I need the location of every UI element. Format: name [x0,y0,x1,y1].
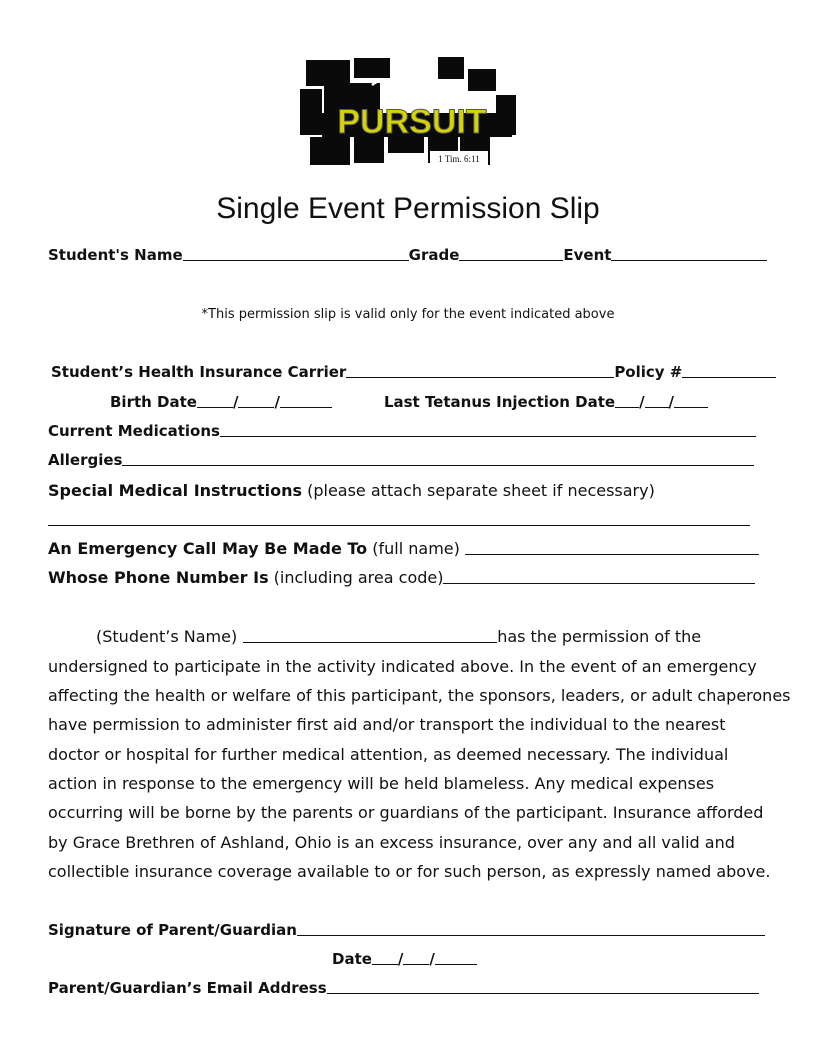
date-separator: / [668,393,675,411]
date-separator: / [232,393,239,411]
birth-date-label: Birth Date [110,393,197,411]
paragraph-line: occurring will be borne by the parents or guardians of the participant. Insurance afforded [48,803,764,822]
event-label: Event [563,246,612,264]
student-name-lead: (Student’s Name) [96,627,238,646]
tetanus-month-field[interactable] [615,407,639,408]
tetanus-day-field[interactable] [645,407,669,408]
paragraph-line: action in response to the emergency will be held blameless. Any medical expenses [48,774,715,793]
phone-field[interactable] [443,583,755,584]
email-row [48,979,759,997]
paragraph-line: affecting the health or welfare of this participant, the sponsors, leaders, or adult chaperones [48,686,791,705]
phone-label: Whose Phone Number Is [48,568,269,587]
special-instructions-label: Special Medical Instructions [48,481,303,500]
emergency-name-field[interactable] [465,554,759,555]
date-year-field[interactable] [435,964,477,965]
student-name-field[interactable] [183,260,409,261]
paragraph-lead-tail: has the permission of the [497,627,702,646]
date-day-field[interactable] [403,964,429,965]
event-field[interactable] [611,260,767,261]
logo-word: PURSUIT [337,103,487,141]
grade-field[interactable] [459,260,563,261]
birth-year-field[interactable] [280,407,332,408]
paragraph-line: have permission to administer first aid and/or transport the individual to the nearest [48,715,726,734]
email-field[interactable] [327,993,759,994]
page-title: Single Event Permission Slip [216,192,600,225]
signature-field[interactable] [297,935,765,936]
policy-label: Policy # [614,363,683,381]
date-label: Date [332,950,372,968]
tetanus-label: Last Tetanus Injection Date [383,393,616,411]
paragraph-line: undersigned to participate in the activity indicated above. In the event of an emergency [48,657,757,676]
insurance-carrier-field[interactable] [346,377,614,378]
paragraph-line: collectible insurance coverage available to or for such person, as expressly named above. [48,862,771,881]
email-label: Parent/Guardian’s Email Address [48,979,327,997]
grade-label: Grade [408,246,460,264]
paragraph-student-name-field[interactable] [243,642,497,643]
paragraph-line: by Grace Brethren of Ashland, Ohio is an excess insurance, over any and all valid and [48,833,735,852]
signature-label: Signature of Parent/Guardian [48,921,297,939]
insurance-carrier-label: Student’s Health Insurance Carrier [51,363,347,381]
date-separator: / [397,950,404,968]
date-separator: / [429,950,435,968]
birth-month-field[interactable] [197,407,233,408]
student-info-row [48,246,767,264]
validity-note: *This permission slip is valid only for the event indicated above [201,307,615,322]
medications-row [48,422,756,440]
date-separator: / [274,393,280,411]
pursuit-logo [300,55,520,170]
emergency-note: (full name) [367,539,465,558]
special-instructions-note: (please attach separate sheet if necessary) [302,481,655,500]
date-row [332,950,477,968]
logo-verse: 1 Tim. 6:11 [438,154,480,164]
student-name-label: Student's Name [48,246,183,264]
phone-note: (including area code) [268,568,444,587]
insurance-row [51,363,776,381]
signature-row [48,921,765,939]
allergies-label: Allergies [48,451,123,469]
medications-label: Current Medications [48,422,220,440]
cross-icon [414,69,422,79]
birth-day-field[interactable] [238,407,274,408]
paragraph-first-line [96,627,701,646]
special-instructions-field[interactable] [48,525,750,526]
medications-field[interactable] [220,436,756,437]
tetanus-year-field[interactable] [674,407,708,408]
paragraph-line: doctor or hospital for further medical attention, as deemed necessary. The individual [48,745,729,764]
phone-row [48,568,755,587]
policy-field[interactable] [682,377,776,378]
allergies-field[interactable] [122,465,754,466]
date-separator: / [639,393,645,411]
allergies-row [48,451,754,469]
emergency-row [48,539,759,558]
date-month-field[interactable] [372,964,398,965]
special-instructions-row [48,481,655,500]
birth-tetanus-row [110,393,708,411]
emergency-label: An Emergency Call May Be Made To [48,539,368,558]
